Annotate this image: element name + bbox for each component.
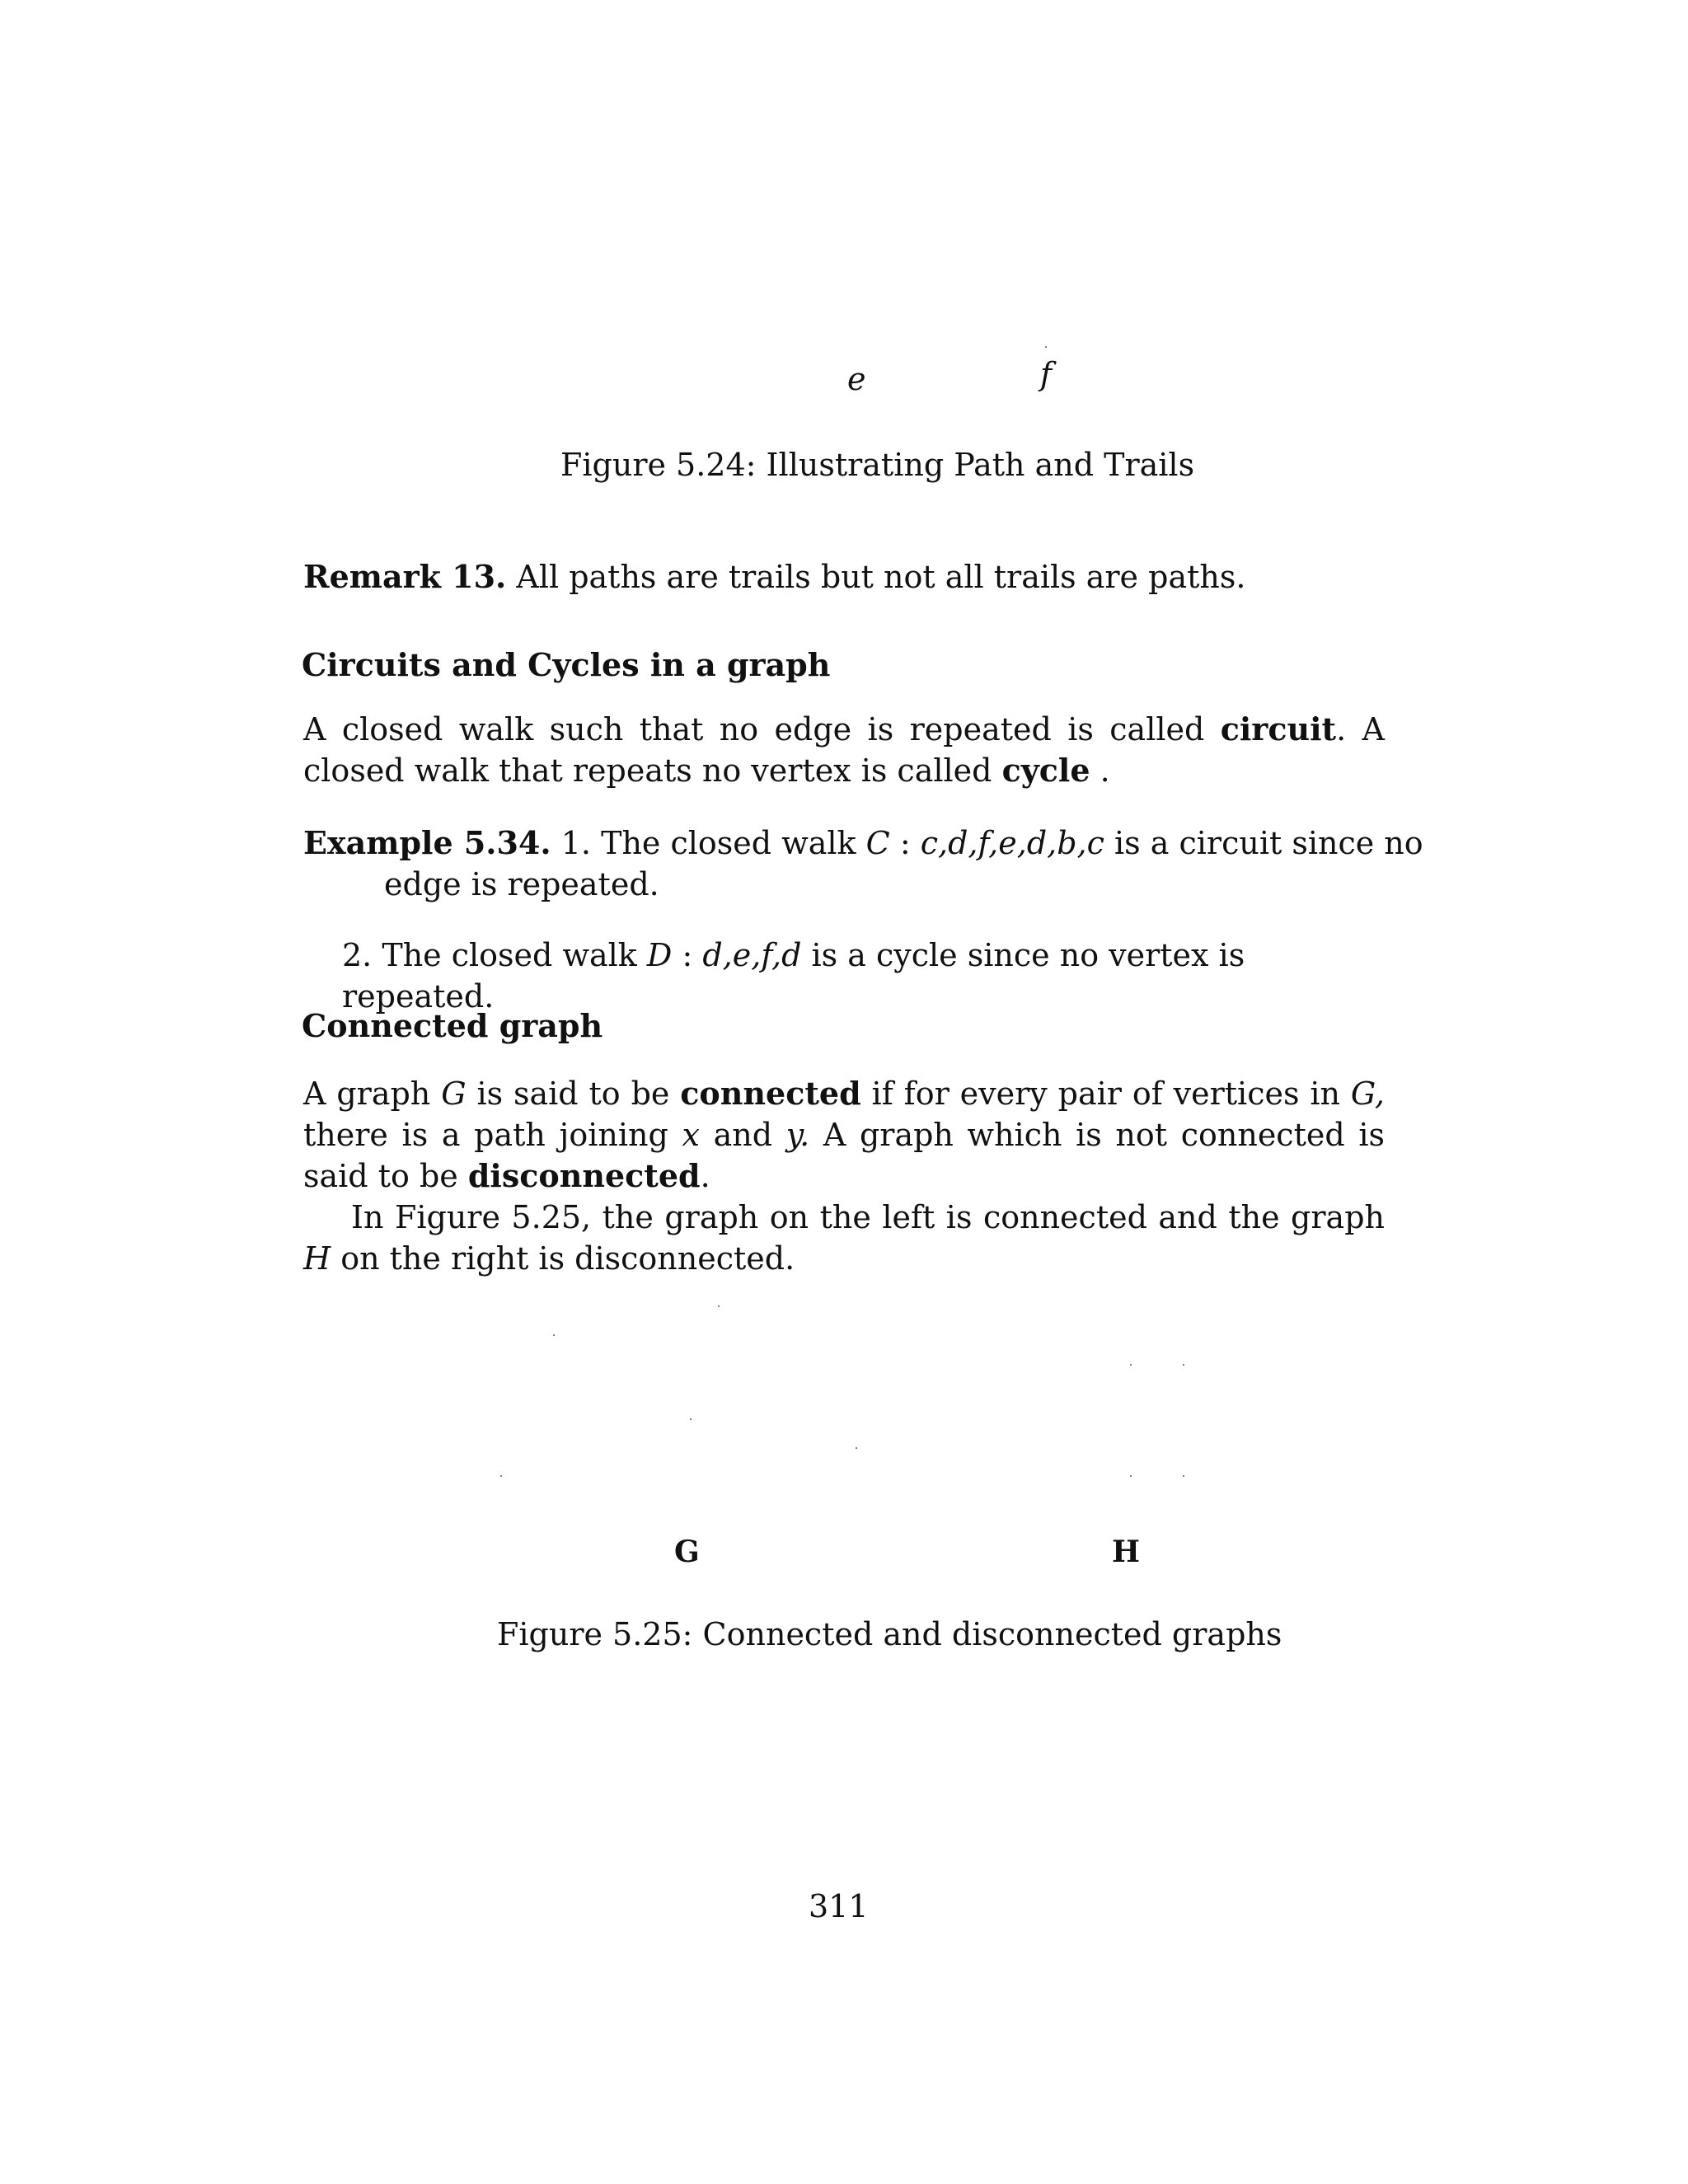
walk-sequence-c: c,d,f,e,d,b,c [920,825,1104,861]
section-heading-connected: Connected graph [302,1007,603,1044]
graph-vertex-dot [718,1305,720,1307]
figure-reference-paragraph [303,1197,1385,1279]
graph-vertex-dot [1130,1364,1132,1366]
remark-text: All paths are trails but not all trails are paths. [516,559,1246,595]
section-heading-circuits: Circuits and Cycles in a graph [302,646,831,683]
figure-ref-text: on the right is disconnected. [331,1240,795,1277]
figure-ref-text: In Figure 5.25, the graph on the left is connected and the graph [351,1199,1385,1235]
term-connected: connected [680,1075,861,1112]
example-label: Example 5.34. [303,824,551,861]
example-item-1-tail: is a circuit since no edge is repeated. [384,825,1423,902]
graph-vertex-dot [1183,1475,1184,1477]
math-h: H [303,1240,331,1277]
connected-text: A graph which is not connected is said to be [303,1117,1385,1194]
colon: : [889,825,921,861]
walk-variable-c: C [865,825,890,861]
page-number: 311 [809,1888,869,1924]
example-item-2 [342,935,1385,1017]
example-item-1 [303,823,1465,905]
math-x: x [682,1117,700,1153]
term-disconnected: disconnected [467,1157,701,1194]
graph-vertex-dot [1130,1475,1132,1477]
connected-text: . [700,1158,710,1194]
term-circuit: circuit [1220,710,1337,748]
term-cycle: cycle [1001,752,1090,789]
graph-label-g: G [674,1535,700,1569]
example-item-2-tail: is a cycle since no vertex is repeated. [342,937,1245,1015]
remark-label: Remark 13. [303,558,507,595]
figure-caption-5-24: Figure 5.24: Illustrating Path and Trails [560,447,1195,483]
vertex-label-e: e [847,361,866,397]
example-item-2-number: 2. [342,937,373,973]
graph-vertex-dot [856,1447,857,1449]
connected-text: and [699,1117,786,1153]
example-item-1-text: The closed walk [601,825,866,861]
connected-text: if for every pair of vertices in [860,1076,1351,1112]
math-g: G, [1350,1076,1385,1112]
circuits-text-3: . [1090,752,1110,789]
colon: : [672,937,703,973]
circuits-text-1: A closed walk such that no edge is repeated is called [303,711,1221,748]
graph-vertex-dot [1183,1364,1184,1366]
vertex-label-f: f [1040,356,1053,392]
circuits-text-2: . A closed walk that repeats no vertex is called [303,711,1385,789]
graph-label-h: H [1112,1535,1141,1569]
example-item-2-text: The closed walk [382,937,647,973]
connected-paragraph [303,1073,1385,1197]
walk-variable-d: D [646,937,673,973]
graph-vertex-dot [500,1475,502,1477]
graph-vertex-dot [690,1418,692,1420]
math-g: G [441,1076,467,1112]
connected-text: there is a path joining [303,1117,682,1153]
graph-vertex-dot [553,1334,555,1336]
remark [303,556,1385,598]
vertex-dot [1045,346,1047,348]
example-item-1-number: 1. [560,825,592,861]
figure-caption-5-25: Figure 5.25: Connected and disconnected graphs [497,1616,1282,1652]
connected-text: A graph [303,1076,442,1112]
circuits-paragraph [303,709,1385,791]
math-y: y. [785,1117,810,1153]
connected-text: is said to be [466,1076,681,1112]
walk-sequence-d: d,e,f,d [702,937,802,973]
